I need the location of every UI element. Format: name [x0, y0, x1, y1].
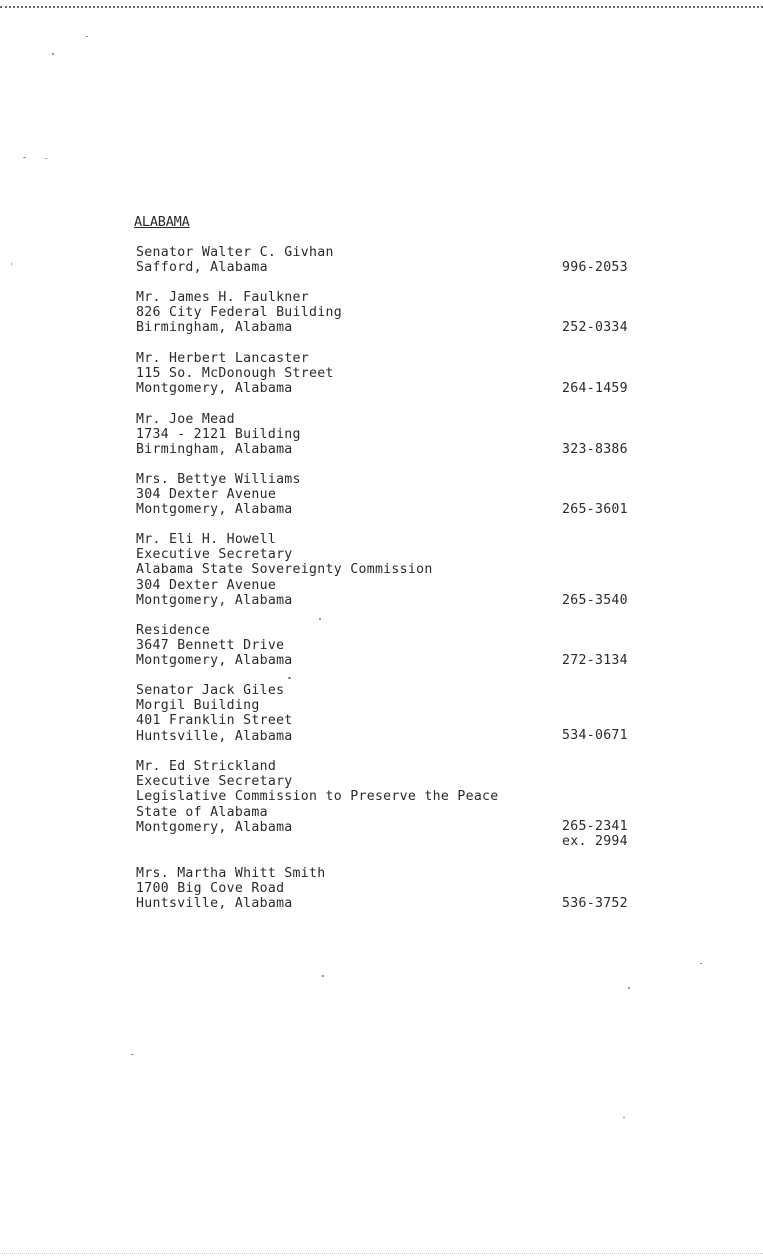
- bottom-edge-rule: [0, 1253, 763, 1256]
- entry-line: Legislative Commission to Preserve the Peace: [136, 789, 499, 805]
- entry-line: Executive Secretary: [136, 774, 293, 790]
- phone-number: 265-2341: [562, 819, 628, 834]
- entry-line: Morgil Building: [136, 698, 260, 714]
- directory-entry: [136, 472, 656, 532]
- entry-line: 304 Dexter Avenue: [136, 487, 277, 503]
- scan-speck: [131, 1054, 134, 1055]
- scan-speck: [322, 975, 324, 977]
- entry-line: Senator Jack Giles: [136, 683, 285, 698]
- scan-speck: [319, 618, 321, 620]
- scan-speck: [700, 963, 702, 964]
- scan-speck: [23, 157, 26, 158]
- entry-line: 304 Dexter Avenue: [136, 577, 277, 593]
- phone-number: 272-3134: [562, 653, 628, 668]
- scan-speck: [288, 677, 291, 679]
- entry-line: Birmingham, Alabama: [136, 442, 293, 458]
- scan-speck: [86, 36, 88, 37]
- entry-line: Residence: [136, 623, 211, 638]
- directory-entry: [136, 532, 656, 623]
- entry-line: Montgomery, Alabama: [136, 592, 293, 608]
- phone-number: 996-2053: [562, 260, 628, 275]
- entry-line: Huntsville, Alabama: [136, 896, 293, 912]
- scan-speck: [623, 1117, 625, 1118]
- page-heading: ALABAMA: [134, 214, 190, 230]
- directory-entry: [136, 683, 656, 759]
- entry-line: 115 So. McDonough Street: [136, 366, 334, 382]
- entry-line: Huntsville, Alabama: [136, 728, 293, 744]
- phone-number: 264-1459: [562, 381, 628, 396]
- phone-number: 536-3752: [562, 896, 628, 911]
- directory-entry: [136, 245, 656, 290]
- phone-extension: ex. 2994: [562, 834, 628, 849]
- scan-speck: [11, 263, 12, 265]
- directory-entry: [136, 623, 656, 683]
- entry-line: Mr. Herbert Lancaster: [136, 351, 310, 366]
- entry-line: Montgomery, Alabama: [136, 381, 293, 397]
- entry-line: Safford, Alabama: [136, 260, 268, 276]
- directory-list: [136, 245, 656, 912]
- entry-line: Mr. James H. Faulkner: [136, 290, 310, 305]
- entry-line: Montgomery, Alabama: [136, 502, 293, 518]
- scan-speck: [628, 987, 630, 989]
- directory-entry: [136, 866, 656, 912]
- phone-number: 265-3540: [562, 593, 628, 608]
- entry-line: 401 Franklin Street: [136, 713, 293, 729]
- phone-number: 534-0671: [562, 728, 628, 743]
- scan-speck: [45, 158, 47, 159]
- directory-entry: [136, 290, 656, 351]
- entry-line: 3647 Bennett Drive: [136, 638, 285, 654]
- entry-line: Mrs. Bettye Williams: [136, 472, 301, 487]
- entry-line: Mr. Joe Mead: [136, 412, 235, 427]
- entry-line: Montgomery, Alabama: [136, 653, 293, 669]
- entry-line: Birmingham, Alabama: [136, 320, 293, 336]
- top-edge-rule: [0, 0, 763, 8]
- entry-line: Mrs. Martha Whitt Smith: [136, 866, 326, 881]
- directory-entry: [136, 759, 656, 866]
- entry-line: 1734 - 2121 Building: [136, 427, 301, 443]
- phone-number: 323-8386: [562, 442, 628, 457]
- directory-entry: [136, 351, 656, 412]
- phone-number: 265-3601: [562, 502, 628, 517]
- phone-number: 252-0334: [562, 320, 628, 335]
- entry-line: 1700 Big Cove Road: [136, 881, 285, 897]
- entry-line: State of Alabama: [136, 804, 268, 820]
- scan-speck: [52, 53, 54, 55]
- entry-line: Senator Walter C. Givhan: [136, 245, 334, 260]
- entry-line: Mr. Eli H. Howell: [136, 532, 277, 547]
- directory-entry: [136, 412, 656, 472]
- entry-line: 826 City Federal Building: [136, 305, 342, 321]
- entry-line: Mr. Ed Strickland: [136, 759, 277, 774]
- entry-line: Alabama State Sovereignty Commission: [136, 562, 433, 578]
- entry-line: Montgomery, Alabama: [136, 819, 293, 835]
- entry-line: Executive Secretary: [136, 547, 293, 563]
